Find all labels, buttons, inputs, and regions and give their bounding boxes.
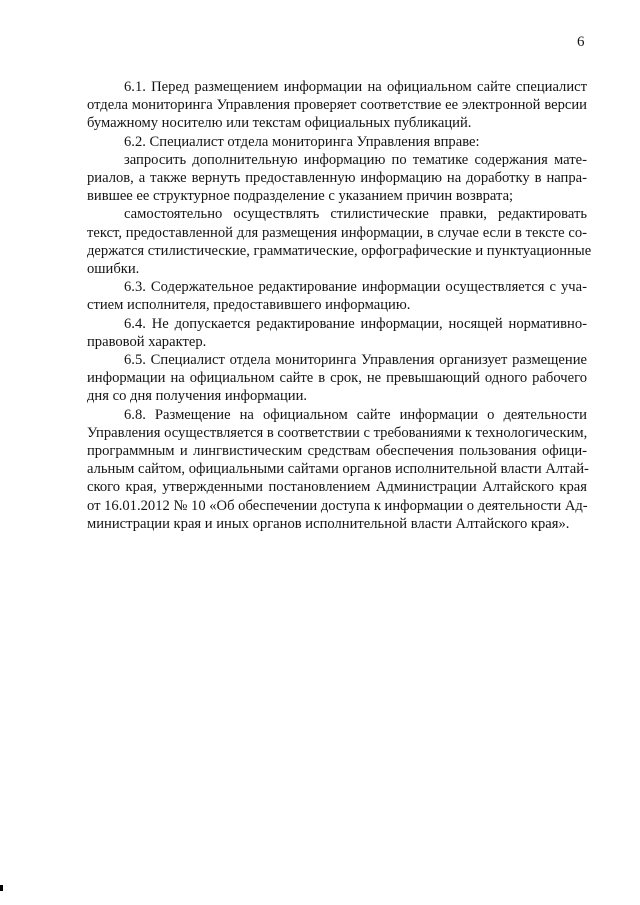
text-line: вившее ее структурное подразделение с указанием причин возврата; [87, 188, 514, 205]
text-line: 6.8. Размещение на официальном сайте информации о деятельности [124, 406, 587, 423]
paragraph-6-1 [87, 78, 587, 133]
scan-edge-mark [0, 885, 3, 891]
text-line: держатся стилистические, грамматические, орфографические и пунктуационные [87, 242, 592, 259]
text-line: альным сайтом, официальными сайтами органов исполнительной власти Алтай- [87, 461, 589, 478]
text-line: 6.2. Специалист отдела мониторинга Управления вправе: [124, 133, 480, 150]
paragraph-6-2 [87, 133, 587, 151]
text-line: стием исполнителя, предоставившего информацию. [87, 297, 411, 314]
text-line: Управления осуществляется в соответствии с требованиями к технологическим, [87, 424, 588, 441]
text-line: 6.3. Содержательное редактирование информации осуществляется с уча- [124, 279, 587, 296]
text-line: министрации края и иных органов исполнительной власти Алтайского края». [87, 515, 570, 532]
text-line: текст, предоставленной для размещения информации, в случае если в тексте со- [87, 224, 587, 241]
text-line: бумажному носителю или текстам официальных публикаций. [87, 115, 472, 132]
paragraph-6-4 [87, 315, 587, 351]
page-number: 6 [577, 34, 585, 50]
text-line: отдела мониторинга Управления проверяет соответствие ее электронной версии [87, 97, 587, 114]
document-body [87, 78, 592, 533]
text-line: риалов, а также вернуть предоставленную информацию на доработку в напра- [87, 170, 587, 187]
text-line: ского края, утвержденными постановлением Администрации Алтайского края [87, 479, 587, 496]
text-line: от 16.01.2012 № 10 «Об обеспечении доступа к информации о деятельности Ад- [87, 497, 588, 514]
text-line: ошибки. [87, 261, 140, 278]
text-line: 6.4. Не допускается редактирование информации, носящей нормативно- [124, 315, 587, 332]
text-line: самостоятельно осуществлять стилистические правки, редактировать [124, 206, 587, 223]
text-line: 6.5. Специалист отдела мониторинга Управления организует размещение [124, 352, 587, 369]
text-line: запросить дополнительную информацию по тематике содержания мате- [124, 151, 587, 168]
paragraph-6-5 [87, 351, 587, 406]
paragraph-6-2-item-2 [87, 205, 592, 278]
paragraph-6-3 [87, 278, 587, 314]
text-line: правовой характер. [87, 333, 207, 350]
text-line: дня со дня получения информации. [87, 388, 308, 405]
text-line: 6.1. Перед размещением информации на официальном сайте специалист [124, 79, 587, 95]
text-line: информации на официальном сайте в срок, не превышающий одного рабочего [87, 370, 587, 387]
text-line: программным и лингвистическим средствам обеспечения пользования офици- [87, 443, 587, 460]
paragraph-6-2-item-1 [87, 151, 587, 206]
paragraph-6-8 [87, 406, 587, 533]
